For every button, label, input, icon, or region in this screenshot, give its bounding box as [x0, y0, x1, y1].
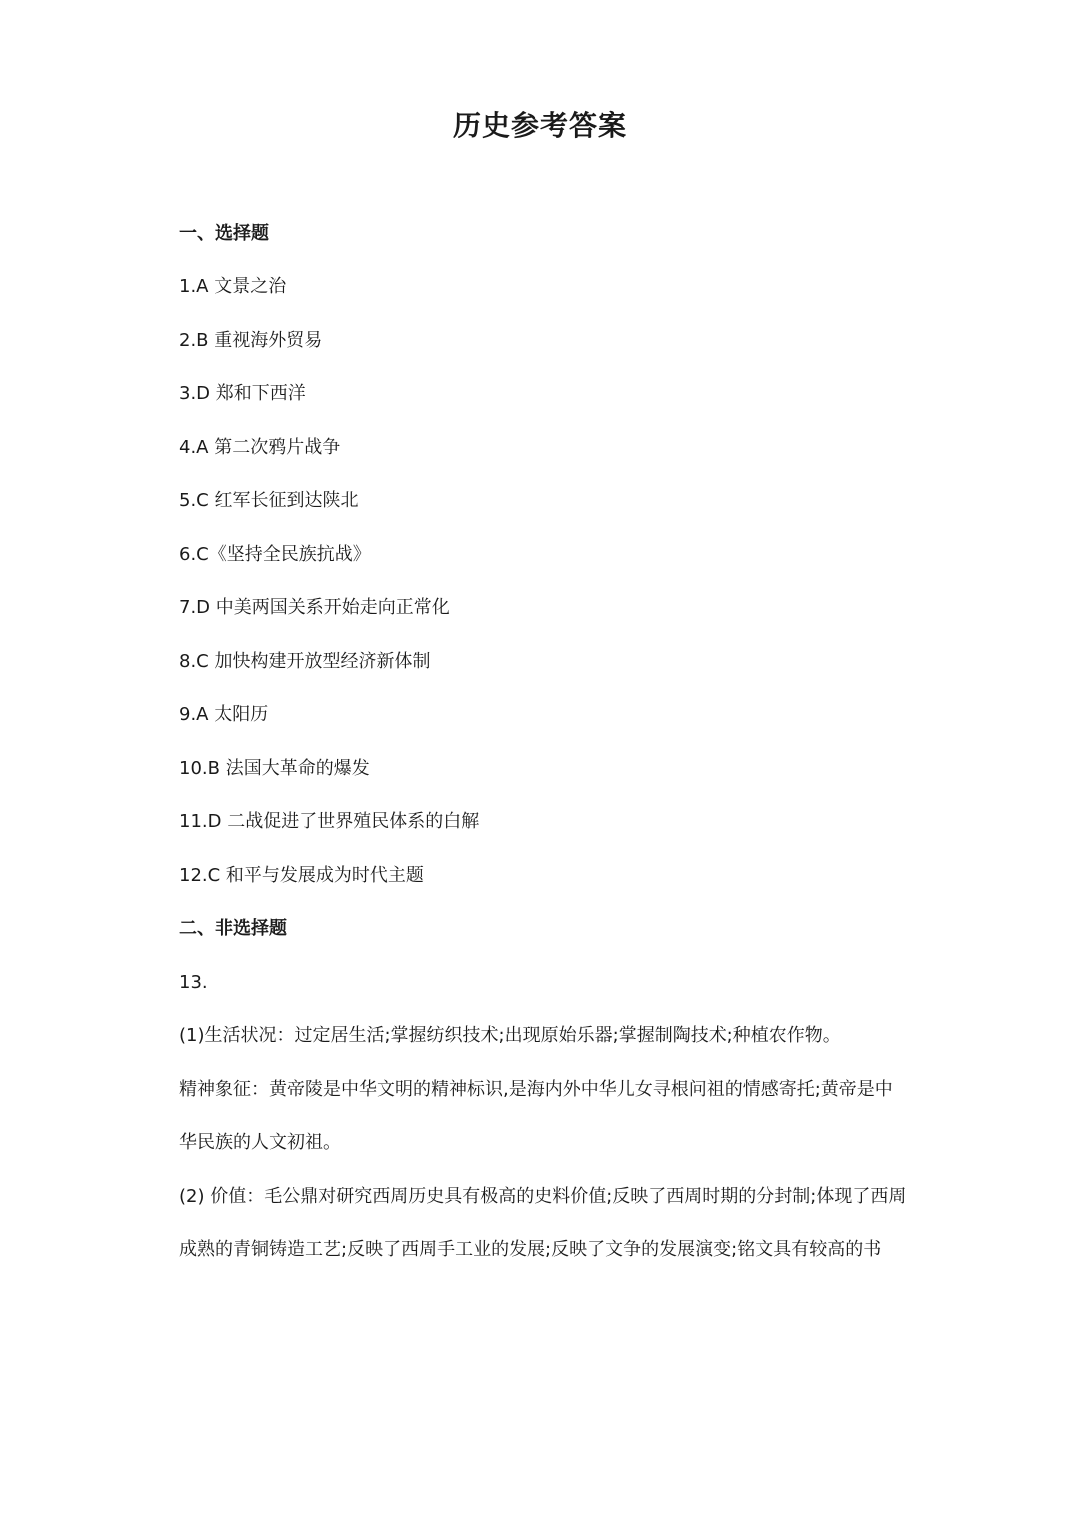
answer-paragraph-line: 精神象征：黄帝陵是中华文明的精神标识,是海内外中华儿女寻根问祖的情感寄托;黄帝是中 — [179, 1079, 893, 1100]
choice-answer: 11.D 二战促进了世界殖民体系的白解 — [179, 811, 480, 832]
choice-answer: 1.A 文景之治 — [179, 276, 287, 297]
choice-answer: 10.B 法国大革命的爆发 — [179, 758, 370, 779]
choice-answer: 12.C 和平与发展成为时代主题 — [179, 865, 424, 886]
choice-answer: 5.C 红军长征到达陕北 — [179, 490, 359, 511]
choice-answer: 3.D 郑和下西洋 — [179, 383, 306, 404]
choice-answer: 7.D 中美两国关系开始走向正常化 — [179, 597, 450, 618]
choice-answer: 8.C 加快构建开放型经济新体制 — [179, 651, 431, 672]
choice-answer: 6.C《坚持全民族抗战》 — [179, 544, 371, 565]
answer-paragraph-line: 华民族的人文初祖。 — [179, 1132, 341, 1153]
answer-paragraph-line: (1)生活状况：过定居生活;掌握纺织技术;出现原始乐器;掌握制陶技术;种植农作物。 — [179, 1025, 841, 1046]
choice-answer: 9.A 太阳历 — [179, 704, 269, 725]
answer-paragraph-line: 成熟的青铜铸造工艺;反映了西周手工业的发展;反映了文争的发展演变;铭文具有较高的书 — [179, 1239, 882, 1260]
choice-answer: 2.B 重视海外贸易 — [179, 330, 323, 351]
page-title: 历史参考答案 — [452, 109, 627, 142]
section-heading-nonchoice: 二、非选择题 — [179, 918, 287, 939]
answer-paragraph-line: (2) 价值：毛公鼎对研究西周历史具有极高的史料价值;反映了西周时期的分封制;体现了西周 — [179, 1186, 907, 1207]
question-label: 13. — [179, 972, 208, 993]
section-heading-choice: 一、选择题 — [179, 223, 269, 244]
choice-answer: 4.A 第二次鸦片战争 — [179, 437, 341, 458]
